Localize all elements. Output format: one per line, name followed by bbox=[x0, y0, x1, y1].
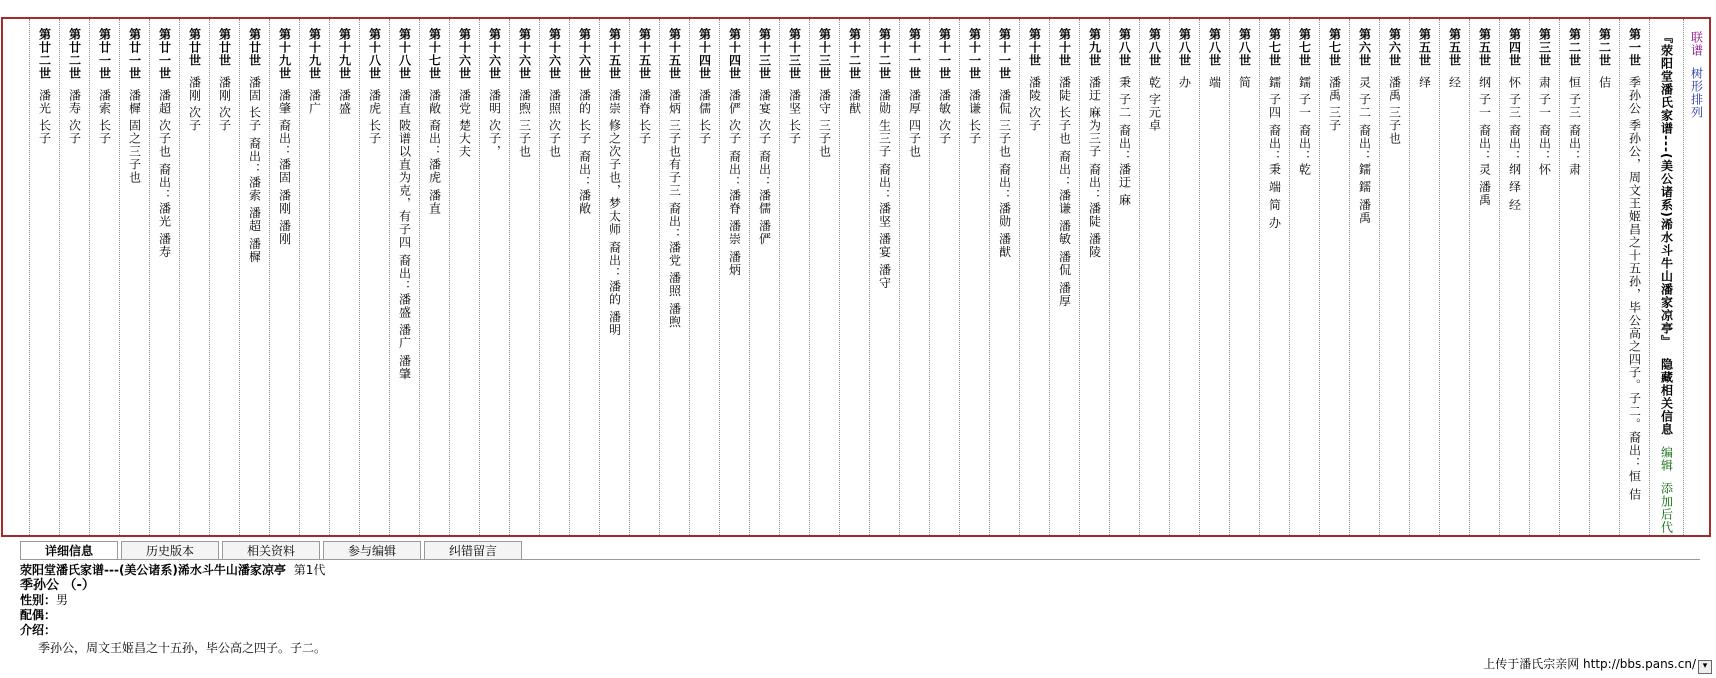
person-description: 子三 裔出：肃 bbox=[1567, 93, 1582, 176]
generation-column bbox=[1199, 19, 1229, 535]
person-name-link[interactable]: 潘超 bbox=[157, 89, 172, 115]
generation-number: 第十二世 bbox=[877, 28, 892, 80]
genealogy-title: 『荥阳堂潘氏家谱---(美公诸系)浠水斗牛山潘家凉亭』 bbox=[1659, 31, 1674, 348]
generation-column bbox=[269, 19, 299, 535]
person-name-link[interactable]: 潘敞 bbox=[427, 89, 442, 115]
generation-column bbox=[689, 19, 719, 535]
generation-number: 第八世 bbox=[1147, 28, 1162, 67]
person-name-link[interactable]: 潘明 bbox=[487, 89, 502, 115]
person-description: 次子 bbox=[67, 119, 82, 145]
generation-number: 第十四世 bbox=[697, 28, 712, 80]
generation-column bbox=[659, 19, 689, 535]
person-description: 裔出：潘固 潘刚 潘刚 bbox=[277, 119, 292, 246]
person-name-link[interactable]: 潘守 bbox=[817, 89, 832, 115]
generation-number: 第十三世 bbox=[817, 28, 832, 80]
person-name-link[interactable]: 潘寿 bbox=[67, 89, 82, 115]
person-description: 陂谱以直为克，有子四 裔出：潘盛 潘广 潘肇 bbox=[397, 119, 412, 381]
generation-number: 第八世 bbox=[1207, 28, 1222, 67]
generation-number: 第十六世 bbox=[487, 28, 502, 80]
generation-column bbox=[89, 19, 119, 535]
person-name-link[interactable]: 潘炳 bbox=[667, 89, 682, 115]
person-name-link[interactable]: 潘崇 bbox=[607, 89, 622, 115]
intro-row bbox=[20, 623, 326, 638]
generation-number: 第十世 bbox=[1057, 28, 1072, 67]
person-name-link[interactable]: 潘宴 bbox=[757, 89, 772, 115]
generation-number: 第廿世 bbox=[217, 28, 232, 67]
spouse-label: 配偶： bbox=[20, 608, 57, 622]
generation-number: 第廿一世 bbox=[127, 28, 142, 80]
generation-column bbox=[1319, 19, 1349, 535]
generation-column bbox=[1379, 19, 1409, 535]
generation-column bbox=[329, 19, 359, 535]
person-name-link[interactable]: 潘儒 bbox=[697, 89, 712, 115]
generation-column bbox=[389, 19, 419, 535]
person-description: 生三子 裔出：潘坚 潘宴 潘守 bbox=[877, 119, 892, 290]
generation-number: 第十三世 bbox=[787, 28, 802, 80]
person-name-link[interactable]: 潘盛 bbox=[337, 89, 352, 115]
generation-column bbox=[569, 19, 599, 535]
generation-column bbox=[1079, 19, 1109, 535]
spouse-row bbox=[20, 608, 326, 623]
person-description: 次子 bbox=[937, 119, 952, 145]
person-name-link[interactable]: 潘刚 bbox=[217, 76, 232, 102]
generation-number: 第廿二世 bbox=[67, 28, 82, 80]
detail-header bbox=[20, 563, 326, 578]
generation-column bbox=[1109, 19, 1139, 535]
person-description: 子二 裔出：鑐 鑐 潘禹 bbox=[1357, 93, 1372, 225]
generation-number: 第十三世 bbox=[757, 28, 772, 80]
person-name-link[interactable]: 潘樨 bbox=[127, 89, 142, 115]
generation-number: 第一世 bbox=[1627, 28, 1642, 67]
generation-column bbox=[1169, 19, 1199, 535]
generation-column bbox=[449, 19, 479, 535]
tab-1[interactable]: 历史版本 bbox=[121, 541, 219, 560]
generation-column bbox=[1259, 19, 1289, 535]
generation-column bbox=[629, 19, 659, 535]
hide-info-link[interactable]: 隐藏相关信息 bbox=[1659, 357, 1674, 436]
person-name-link[interactable]: 潘俨 bbox=[727, 89, 742, 115]
person-description: 麻为三子 裔出：潘陡 潘陵 bbox=[1087, 106, 1102, 259]
person-description: 次子 裔出：潘脊 潘崇 潘炳 bbox=[727, 119, 742, 277]
generation-number: 第八世 bbox=[1237, 28, 1252, 67]
generation-number: 第十九世 bbox=[307, 28, 322, 80]
generation-column bbox=[839, 19, 869, 535]
person-description: 次子 bbox=[217, 106, 232, 132]
intro-label: 介绍： bbox=[20, 623, 57, 637]
person-description: 次子也 裔出：潘光 潘寿 bbox=[157, 119, 172, 259]
generation-number: 第十五世 bbox=[667, 28, 682, 80]
generation-column bbox=[1619, 19, 1649, 535]
person-name-link[interactable]: 潘党 bbox=[457, 89, 472, 115]
generation-column bbox=[1529, 19, 1559, 535]
person-description: 楚大夫 bbox=[457, 119, 472, 158]
person-name-link[interactable]: 潘煦 bbox=[517, 89, 532, 115]
edit-link[interactable]: 编辑 bbox=[1659, 445, 1674, 472]
person-name-link[interactable]: 肃 bbox=[1537, 76, 1552, 89]
person-name-link[interactable]: 潘坚 bbox=[787, 89, 802, 115]
person-description: 次子 bbox=[187, 106, 202, 132]
tab-4[interactable]: 纠错留言 bbox=[424, 541, 522, 560]
person-description: 长子 bbox=[367, 119, 382, 145]
add-descendant-link[interactable]: 添加后代 bbox=[1659, 481, 1674, 534]
generation-number: 第十六世 bbox=[517, 28, 532, 80]
person-name-link[interactable]: 经 bbox=[1447, 76, 1462, 89]
generation-number: 第二世 bbox=[1567, 28, 1582, 67]
person-name-link[interactable]: 潘肇 bbox=[277, 89, 292, 115]
gender-label: 性别： bbox=[20, 593, 57, 607]
person-name-link[interactable]: 简 bbox=[1237, 76, 1252, 89]
person-name-link[interactable]: 潘厚 bbox=[907, 89, 922, 115]
scroll-down-icon[interactable]: ▾ bbox=[1698, 660, 1712, 674]
generation-number: 第廿二世 bbox=[37, 28, 52, 80]
generation-column bbox=[509, 19, 539, 535]
person-description: 三子也 bbox=[517, 119, 532, 158]
person-description: 三子也 bbox=[817, 119, 832, 158]
generation-column bbox=[149, 19, 179, 535]
person-name-link[interactable]: 潘谦 bbox=[967, 89, 982, 115]
generation-number: 第廿一世 bbox=[157, 28, 172, 80]
person-name-link[interactable]: 绎 bbox=[1417, 76, 1432, 89]
detail-tabs bbox=[20, 541, 522, 560]
generation-column bbox=[419, 19, 449, 535]
generation-column bbox=[1289, 19, 1319, 535]
person-name-link[interactable]: 潘陡 bbox=[1057, 76, 1072, 102]
person-description: 子一 裔出：怀 bbox=[1537, 93, 1552, 176]
generation-number: 第五世 bbox=[1417, 28, 1432, 67]
generation-column bbox=[899, 19, 929, 535]
generation-number: 第十五世 bbox=[607, 28, 622, 80]
person-description: 次子， bbox=[487, 119, 502, 158]
generation-number: 第十四世 bbox=[727, 28, 742, 80]
person-description: 长子 裔出：潘敞 bbox=[577, 119, 592, 215]
generation-number: 第十一世 bbox=[907, 28, 922, 80]
person-description: 长子 bbox=[967, 119, 982, 145]
generation-number: 第十六世 bbox=[457, 28, 472, 80]
person-description: 字元卓 bbox=[1147, 93, 1162, 132]
genealogy-tree-panel bbox=[1, 17, 1711, 537]
generation-number: 第十一世 bbox=[967, 28, 982, 80]
generation-column bbox=[1559, 19, 1589, 535]
generation-number: 第十九世 bbox=[277, 28, 292, 80]
person-name-link[interactable]: 潘照 bbox=[547, 89, 562, 115]
person-description: 长子 bbox=[97, 119, 112, 145]
person-name-link[interactable]: 秉 bbox=[1117, 76, 1132, 89]
person-name-link[interactable]: 潘直 bbox=[397, 89, 412, 115]
genealogy-title-column bbox=[1649, 19, 1683, 535]
generation-number: 第廿一世 bbox=[97, 28, 112, 80]
generation-number: 第十八世 bbox=[367, 28, 382, 80]
generation-column bbox=[1019, 19, 1049, 535]
generation-number: 第八世 bbox=[1177, 28, 1192, 67]
person-name-link[interactable]: 潘索 bbox=[97, 89, 112, 115]
person-name-link[interactable]: 灵 bbox=[1357, 76, 1372, 89]
generation-column bbox=[1049, 19, 1079, 535]
generation-column bbox=[749, 19, 779, 535]
generation-column bbox=[1469, 19, 1499, 535]
tab-divider bbox=[20, 559, 1700, 560]
person-description: 长子 bbox=[637, 119, 652, 145]
person-name-link[interactable]: 潘迂 bbox=[1087, 76, 1102, 102]
generation-column bbox=[599, 19, 629, 535]
generation-column bbox=[479, 19, 509, 535]
person-name-link[interactable]: 办 bbox=[1177, 76, 1192, 89]
person-description: 三子 bbox=[1327, 106, 1342, 132]
generation-number: 第七世 bbox=[1297, 28, 1312, 67]
person-name-link[interactable]: 恒 bbox=[1567, 76, 1582, 89]
person-name-link[interactable]: 潘侃 bbox=[997, 89, 1012, 115]
person-name-link[interactable]: 鑐 bbox=[1297, 76, 1312, 89]
generation-label: 第1代 bbox=[293, 563, 326, 577]
person-description: 子三 裔出：纲 绎 经 bbox=[1507, 93, 1522, 212]
generation-number: 第六世 bbox=[1387, 28, 1402, 67]
generation-number: 第五世 bbox=[1447, 28, 1462, 67]
person-name-link[interactable]: 潘的 bbox=[577, 89, 592, 115]
generation-column bbox=[299, 19, 329, 535]
generation-column bbox=[1409, 19, 1439, 535]
generation-column bbox=[1439, 19, 1469, 535]
generation-number: 第八世 bbox=[1117, 28, 1132, 67]
person-description: 四子也 bbox=[907, 119, 922, 158]
person-name-link[interactable]: 潘固 bbox=[247, 76, 262, 102]
person-description: 长子 bbox=[37, 119, 52, 145]
person-name-link[interactable]: 佶 bbox=[1597, 76, 1612, 89]
tab-3[interactable]: 参与编辑 bbox=[323, 541, 421, 560]
person-name-link[interactable]: 潘勋 bbox=[877, 89, 892, 115]
tab-0[interactable]: 详细信息 bbox=[20, 541, 118, 560]
generation-number: 第三世 bbox=[1537, 28, 1552, 67]
generation-number: 第十五世 bbox=[637, 28, 652, 80]
generation-column bbox=[539, 19, 569, 535]
view-links-column bbox=[1683, 19, 1709, 535]
generation-number: 第十八世 bbox=[397, 28, 412, 80]
generation-column bbox=[1499, 19, 1529, 535]
generation-column bbox=[119, 19, 149, 535]
person-name-link[interactable]: 乾 bbox=[1147, 76, 1162, 89]
person-description: 长子 bbox=[697, 119, 712, 145]
generation-number: 第十一世 bbox=[997, 28, 1012, 80]
generation-column bbox=[1349, 19, 1379, 535]
generation-number: 第十九世 bbox=[337, 28, 352, 80]
person-name-link[interactable]: 潘敏 bbox=[937, 89, 952, 115]
generation-columns bbox=[3, 19, 1709, 535]
generation-column bbox=[29, 19, 59, 535]
generation-number: 第五世 bbox=[1477, 28, 1492, 67]
generation-column bbox=[1229, 19, 1259, 535]
generation-number: 第廿世 bbox=[247, 28, 262, 67]
person-description: 子一 裔出：灵 潘禹 bbox=[1477, 93, 1492, 207]
person-description: 次子 裔出：潘儒 潘俨 bbox=[757, 119, 772, 246]
generation-column bbox=[209, 19, 239, 535]
tab-2[interactable]: 相关资料 bbox=[222, 541, 320, 560]
generation-number: 第九世 bbox=[1087, 28, 1102, 67]
intro-text: 季孙公，周文王姬昌之十五孙，毕公高之四子。子二。 bbox=[38, 641, 327, 655]
generation-column bbox=[929, 19, 959, 535]
person-name-link[interactable]: 潘广 bbox=[307, 89, 322, 115]
generation-column bbox=[179, 19, 209, 535]
generation-column bbox=[1589, 19, 1619, 535]
person-name-link[interactable]: 端 bbox=[1207, 76, 1222, 89]
gender-row bbox=[20, 593, 326, 608]
genealogy-name[interactable]: 荥阳堂潘氏家谱---(美公诸系)浠水斗牛山潘家凉亭 bbox=[20, 563, 286, 577]
person-description: 季孙公，周文王姬昌之十五孙，毕公高之四子。子二。裔出：恒 佶 bbox=[1627, 119, 1642, 501]
generation-number: 第四世 bbox=[1507, 28, 1522, 67]
person-description: 三子也 裔出：潘勋 潘猷 bbox=[997, 119, 1012, 259]
person-description: 次子也 bbox=[547, 119, 562, 158]
person-description: 长子 bbox=[787, 119, 802, 145]
person-description: 长子 裔出：潘索 潘超 潘樨 bbox=[247, 106, 262, 264]
detail-panel bbox=[20, 563, 326, 656]
person-name-link[interactable]: 潘光 bbox=[37, 89, 52, 115]
person-name-link[interactable]: 潘脊 bbox=[637, 89, 652, 115]
person-name-link[interactable]: 潘虎 bbox=[367, 89, 382, 115]
person-description: 子二 裔出：潘迂 麻 bbox=[1117, 93, 1132, 207]
gender-value: 男 bbox=[56, 593, 69, 607]
generation-column bbox=[1139, 19, 1169, 535]
person-description: 三子也 bbox=[1387, 106, 1402, 145]
person-description: 子一 裔出：乾 bbox=[1297, 93, 1312, 176]
person-name-link[interactable]: 怀 bbox=[1507, 76, 1522, 89]
person-name-link[interactable]: 纲 bbox=[1477, 76, 1492, 89]
generation-number: 第十六世 bbox=[577, 28, 592, 80]
person-name-link[interactable]: 潘陵 bbox=[1027, 76, 1042, 102]
generation-number: 第十七世 bbox=[427, 28, 442, 80]
generation-number: 第七世 bbox=[1267, 28, 1282, 67]
generation-column bbox=[779, 19, 809, 535]
generation-column bbox=[809, 19, 839, 535]
generation-number: 第七世 bbox=[1327, 28, 1342, 67]
generation-number: 第十一世 bbox=[937, 28, 952, 80]
generation-number: 第二世 bbox=[1597, 28, 1612, 67]
person-description: 固之三子也 bbox=[127, 119, 142, 184]
tree-view-link[interactable]: 树形排列 bbox=[1689, 67, 1704, 119]
person-name-link[interactable]: 潘禹 bbox=[1387, 76, 1402, 102]
generation-column bbox=[959, 19, 989, 535]
generation-number: 第十二世 bbox=[847, 28, 862, 80]
generation-column bbox=[59, 19, 89, 535]
person-name-link[interactable]: 潘禹 bbox=[1327, 76, 1342, 102]
person-description: 修之次子也，梦太师 裔出：潘的 潘明 bbox=[607, 119, 622, 337]
person-name-link[interactable]: 潘猷 bbox=[847, 89, 862, 115]
generation-column bbox=[719, 19, 749, 535]
person-description: 次子 bbox=[1027, 106, 1042, 132]
person-name-link[interactable]: 鑐 bbox=[1267, 76, 1282, 89]
generation-number: 第十世 bbox=[1027, 28, 1042, 67]
generation-number: 第十六世 bbox=[547, 28, 562, 80]
generation-column bbox=[869, 19, 899, 535]
generation-number: 第廿世 bbox=[187, 28, 202, 67]
generation-column bbox=[989, 19, 1019, 535]
person-description: 子四 裔出：秉 端 简 办 bbox=[1267, 93, 1282, 230]
combined-genealogy-link[interactable]: 联谱 bbox=[1689, 31, 1704, 57]
person-name-link[interactable]: 季孙公 bbox=[1627, 76, 1642, 115]
footer-credit[interactable]: 上传于潘氏宗亲网 http://bbs.pans.cn/ bbox=[1483, 657, 1696, 671]
person-name: 季孙公 （-） bbox=[20, 578, 95, 593]
person-description: 三子也有子三 裔出：潘党 潘照 潘煦 bbox=[667, 119, 682, 329]
person-name-link[interactable]: 潘刚 bbox=[187, 76, 202, 102]
generation-number: 第六世 bbox=[1357, 28, 1372, 67]
person-description: 裔出：潘虎 潘直 bbox=[427, 119, 442, 215]
generation-column bbox=[359, 19, 389, 535]
person-description: 长子也 裔出：潘谦 潘敏 潘侃 潘厚 bbox=[1057, 106, 1072, 308]
generation-column bbox=[239, 19, 269, 535]
